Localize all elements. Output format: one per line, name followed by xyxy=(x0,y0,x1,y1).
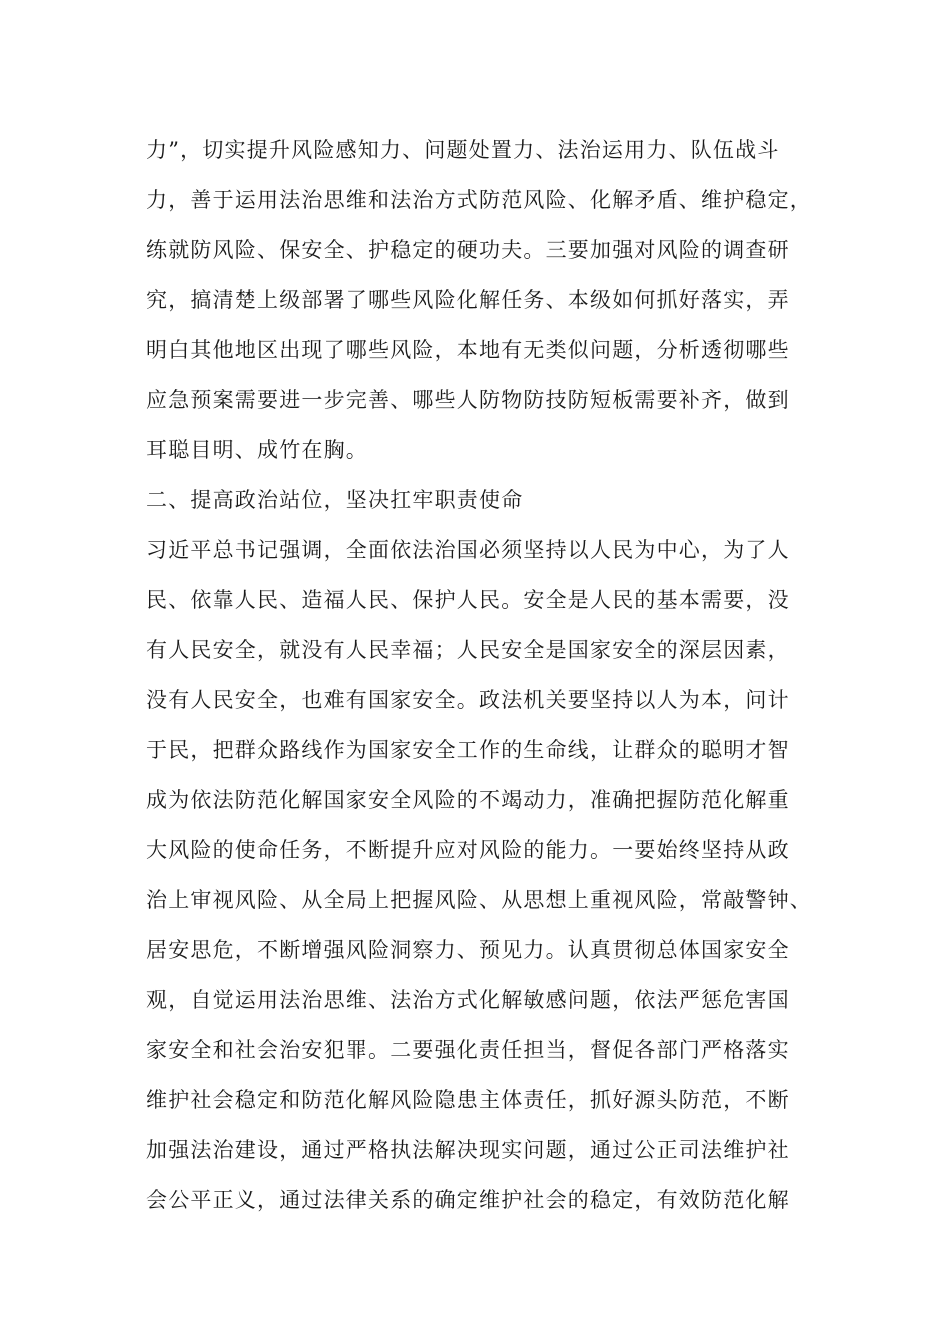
text-line: 力，善于运用法治思维和法治方式防范风险、化解矛盾、维护稳定， xyxy=(146,188,812,212)
text-line: 民、依靠人民、造福人民、保护人民。安全是人民的基本需要，没 xyxy=(146,588,790,612)
text-line: 练就防风险、保安全、护稳定的硬功夫。三要加强对风险的调查研 xyxy=(146,238,790,262)
text-line: 究，搞清楚上级部署了哪些风险化解任务、本级如何抓好落实，弄 xyxy=(146,288,790,312)
text-line: 加强法治建设，通过严格执法解决现实问题，通过公正司法维护社 xyxy=(146,1138,790,1162)
text-line: 应急预案需要进一步完善、哪些人防物防技防短板需要补齐，做到 xyxy=(146,388,790,412)
text-line: 没有人民安全，也难有国家安全。政法机关要坚持以人为本，问计 xyxy=(146,688,790,712)
text-line: 力”，切实提升风险感知力、问题处置力、法治运用力、队伍战斗 xyxy=(146,138,780,162)
text-line: 观，自觉运用法治思维、法治方式化解敏感问题，依法严惩危害国 xyxy=(146,988,790,1012)
section-heading: 二、提高政治站位，坚决扛牢职责使命 xyxy=(146,488,524,512)
text-line: 习近平总书记强调，全面依法治国必须坚持以人民为中心，为了人 xyxy=(146,538,790,562)
text-line: 成为依法防范化解国家安全风险的不竭动力，准确把握防范化解重 xyxy=(146,788,790,812)
text-line: 于民，把群众路线作为国家安全工作的生命线，让群众的聪明才智 xyxy=(146,738,790,762)
text-line: 明白其他地区出现了哪些风险，本地有无类似问题，分析透彻哪些 xyxy=(146,338,790,362)
text-line: 维护社会稳定和防范化解风险隐患主体责任，抓好源头防范，不断 xyxy=(146,1088,790,1112)
text-line: 大风险的使命任务，不断提升应对风险的能力。一要始终坚持从政 xyxy=(146,838,790,862)
text-line: 耳聪目明、成竹在胸。 xyxy=(146,438,368,462)
text-line: 有人民安全，就没有人民幸福；人民安全是国家安全的深层因素， xyxy=(146,638,790,662)
text-line: 家安全和社会治安犯罪。二要强化责任担当，督促各部门严格落实 xyxy=(146,1038,790,1062)
text-line: 居安思危，不断增强风险洞察力、预见力。认真贯彻总体国家安全 xyxy=(146,938,790,962)
text-line: 治上审视风险、从全局上把握风险、从思想上重视风险，常敲警钟、 xyxy=(146,888,812,912)
text-line: 会公平正义，通过法律关系的确定维护社会的稳定，有效防范化解 xyxy=(146,1188,790,1212)
